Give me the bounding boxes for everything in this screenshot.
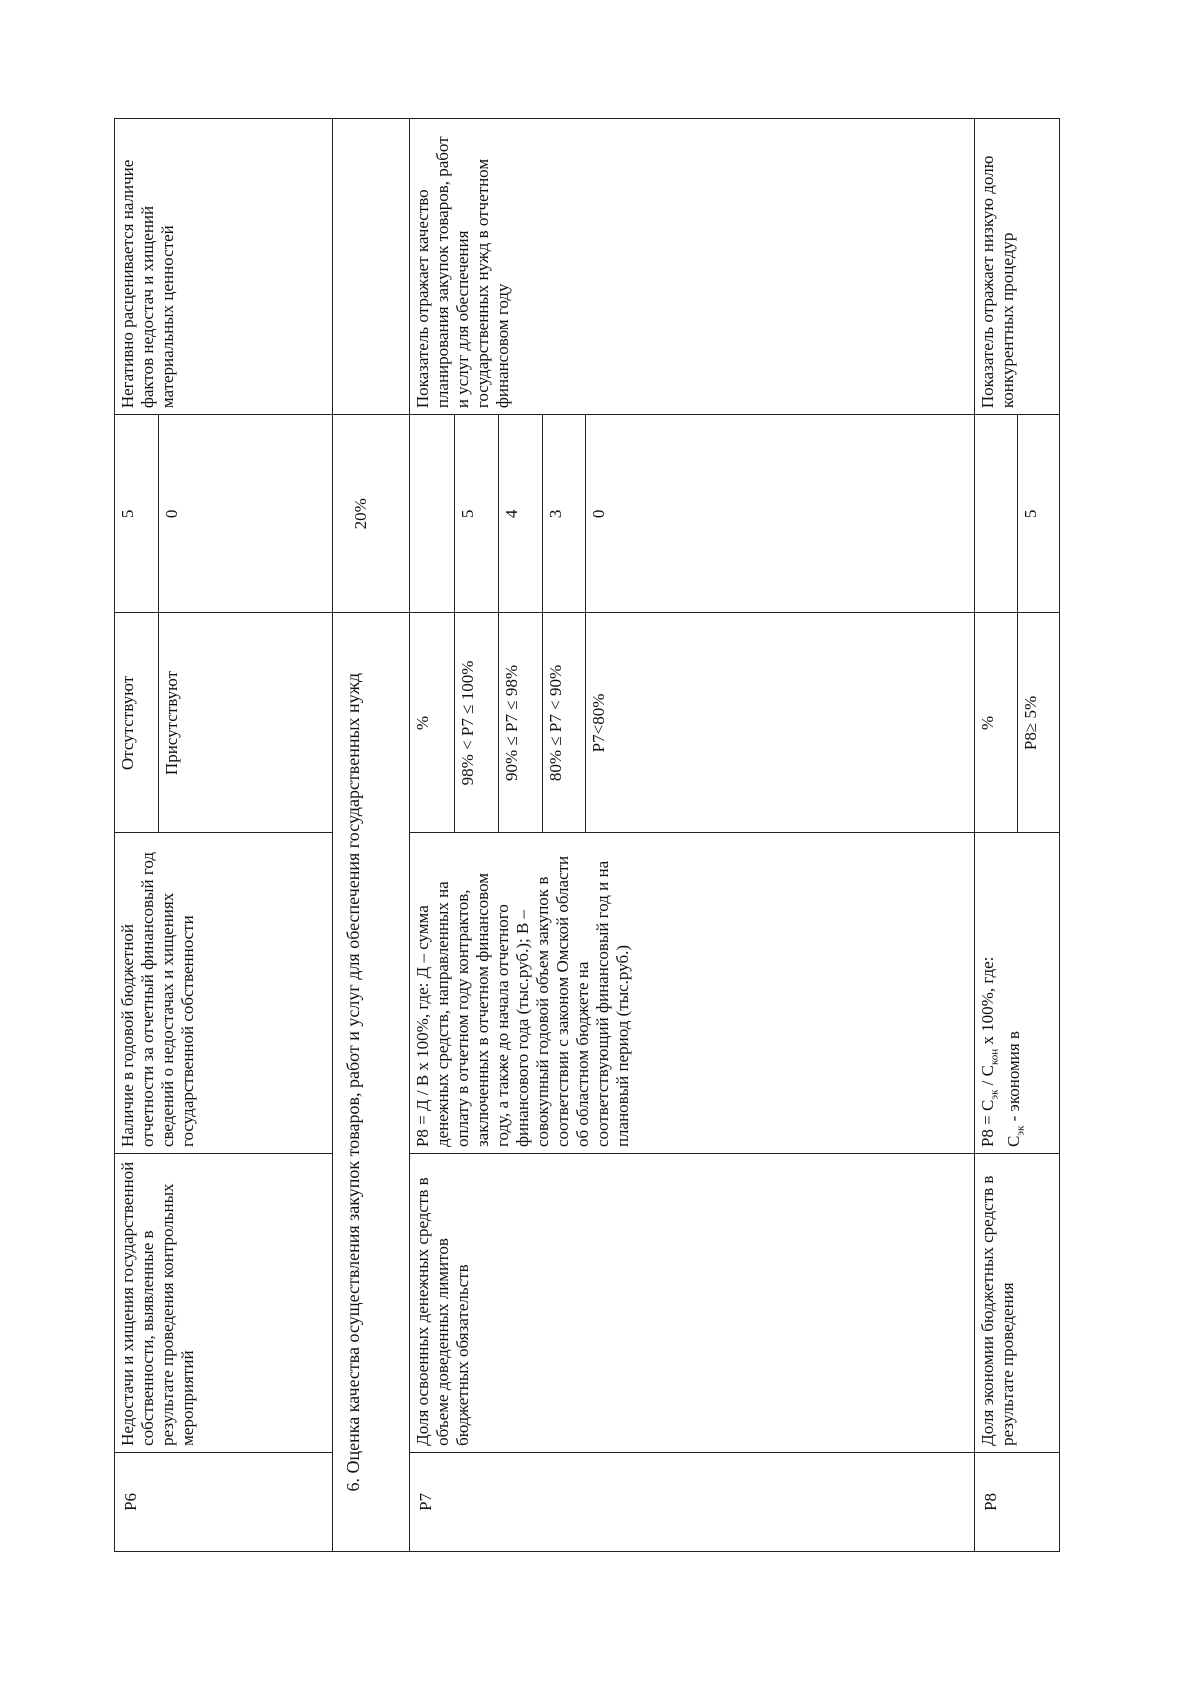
p6-cond-2: Присутствуют: [158, 613, 333, 833]
p7-score-1: 5: [455, 415, 499, 613]
section-title: 6. Оценка качества осуществления закупок товаров, работ и услуг для обеспечения государственных нужд: [333, 613, 409, 1552]
p6-score-2: 0: [158, 415, 333, 613]
p7-formula: Р8 = Д / В х 100%, где: Д – сумма денежных средств, направленных на оплату в отчетном году контрактов, заключенных в отчетном финансовом году, а также до начала отчетного финансового года (тыс.руб.); В – совокупный годовой объем закупок в соответствии с законом Омской области об областном бюджете на соответствующий финансовый год и на плановый период (тыс.руб.): [409, 833, 974, 1154]
p6-formula: Наличие в годовой бюджетной отчетности за отчетный финансовый год сведений о недостачах и хищениях государственной собственности: [115, 833, 333, 1154]
p8-comment: Показатель отражает низкую долю конкурентных процедур: [974, 119, 1059, 415]
p7-cond-1: 98% < Р7 ≤ 100%: [455, 613, 499, 833]
p7-unit: %: [409, 613, 455, 833]
table-row-p8: [974, 119, 1018, 1552]
section-weight: 20%: [333, 415, 409, 613]
p8-formula: $Р8 = С_{эк} / С_{кон}$ х 100%, где: $С_{эк}$ - экономия в: [974, 833, 1059, 1154]
table-row-p7: [409, 119, 455, 1552]
p7-cond-2: 90% ≤ Р7 ≤ 98%: [499, 613, 543, 833]
p7-cond-4: Р7<80%: [586, 613, 974, 833]
p7-comment: Показатель отражает качество планирования закупок товаров, работ и услуг для обеспечения государственных нужд в отчетном финансовом году: [409, 119, 974, 415]
p8-score: 5: [1018, 415, 1060, 613]
p8-name: Доля экономии бюджетных средств в результате проведения: [974, 1154, 1059, 1453]
p8-unit: %: [974, 613, 1018, 833]
p7-unit-score: [409, 415, 455, 613]
section-empty: [333, 119, 409, 415]
section-row: [333, 119, 409, 1552]
p8-cond: Р8≥ 5%: [1018, 613, 1060, 833]
p7-score-2: 4: [499, 415, 543, 613]
p8-code: Р8: [974, 1452, 1059, 1551]
p7-cond-3: 80% ≤ Р7 < 90%: [542, 613, 586, 833]
p6-code: Р6: [115, 1452, 333, 1551]
p6-cond-1: Отсутствуют: [115, 613, 159, 833]
rotated-page: [114, 118, 1060, 1552]
p8-unit-score: [974, 415, 1018, 613]
indicators-table: [114, 118, 1060, 1552]
p7-score-3: 3: [542, 415, 586, 613]
table-row-p6: [115, 119, 159, 1552]
p6-score-1: 5: [115, 415, 159, 613]
p6-name: Недостачи и хищения государственной собственности, выявленные в результате проведения контрольных мероприятий: [115, 1154, 333, 1453]
p7-name: Доля освоенных денежных средств в объеме доведенных лимитов бюджетных обязательств: [409, 1154, 974, 1453]
p6-comment: Негативно расценивается наличие фактов недостач и хищений материальных ценностей: [115, 119, 333, 415]
p7-code: Р7: [409, 1452, 974, 1551]
p7-score-4: 0: [586, 415, 974, 613]
